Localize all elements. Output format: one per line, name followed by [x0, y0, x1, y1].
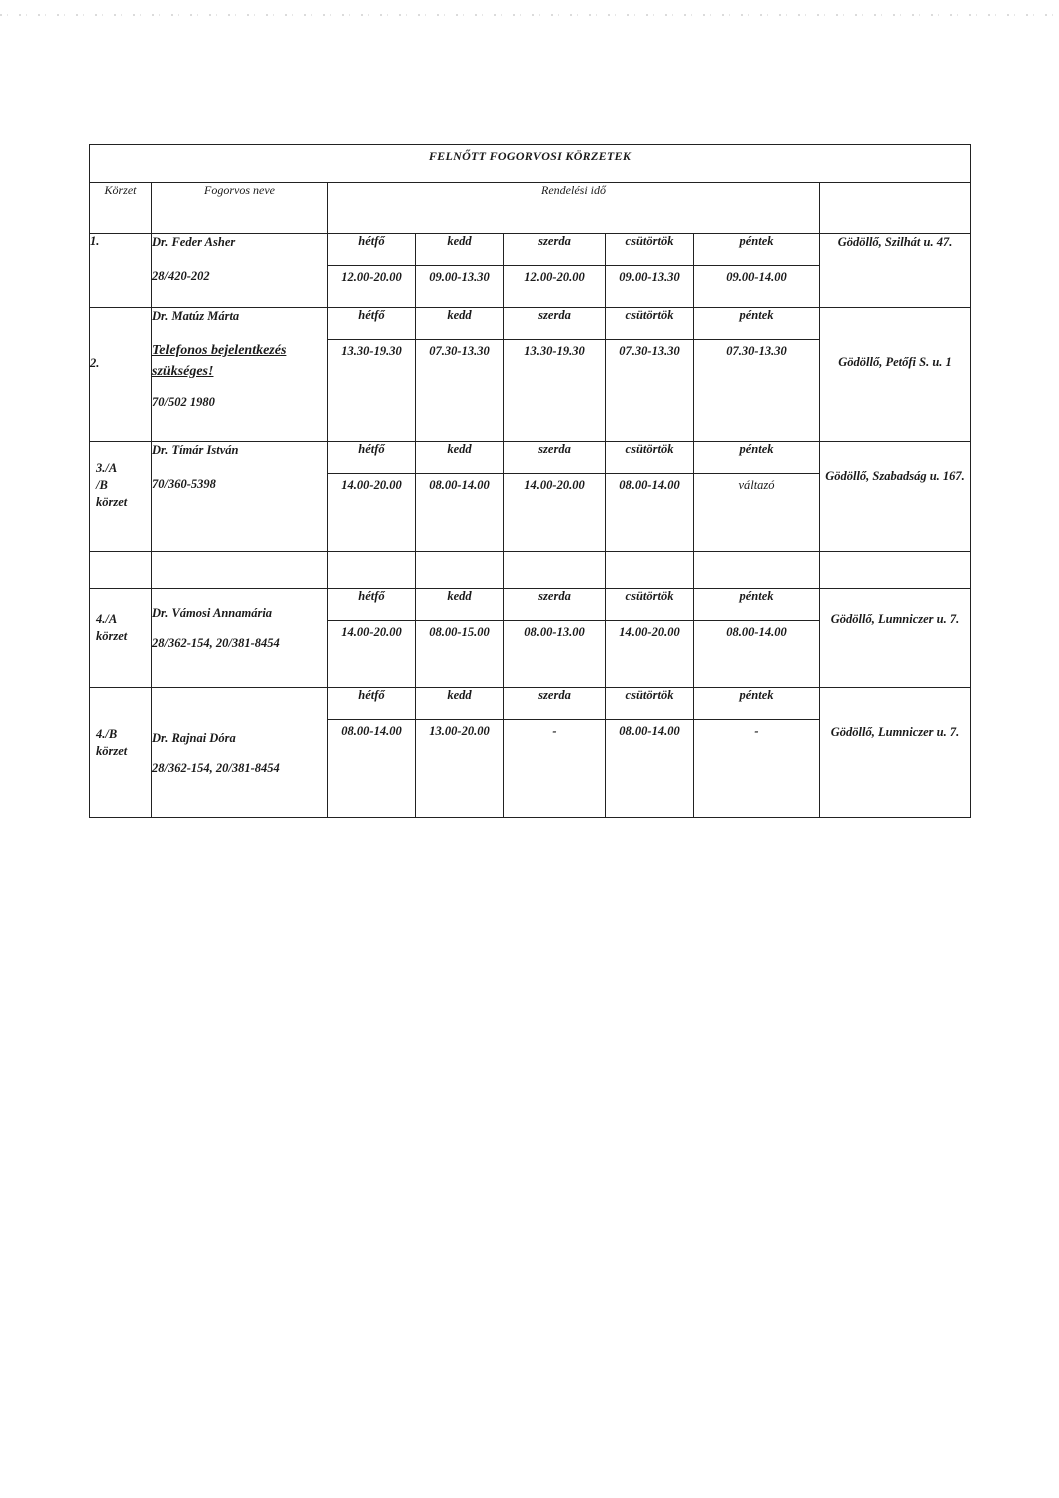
day-name: szerda — [504, 688, 605, 720]
table-row — [90, 308, 971, 442]
day-cell — [504, 308, 606, 442]
empty-row — [90, 552, 971, 589]
day-name: péntek — [694, 688, 819, 720]
district-cell: 2. — [90, 308, 152, 442]
address-cell: Gödöllő, Szilhát u. 47. — [820, 234, 971, 308]
day-name: csütörtök — [606, 308, 693, 340]
day-name: kedd — [416, 442, 503, 474]
table-row — [90, 234, 971, 308]
district-cell — [90, 589, 152, 688]
day-cell — [328, 589, 416, 688]
dentist-name: Dr. Rajnai Dóra — [152, 731, 236, 745]
district-cell — [90, 688, 152, 818]
day-name: szerda — [504, 442, 605, 474]
day-cell — [606, 688, 694, 818]
day-name: szerda — [504, 589, 605, 621]
day-name: hétfő — [328, 442, 415, 474]
table-row — [90, 442, 971, 552]
day-cell — [504, 234, 606, 308]
day-time: 12.00-20.00 — [341, 270, 402, 284]
day-cell — [416, 688, 504, 818]
district-cell — [90, 442, 152, 552]
day-name: csütörtök — [606, 442, 693, 474]
day-time: 13.30-19.30 — [341, 344, 402, 358]
day-name: szerda — [504, 234, 605, 266]
day-time: 07.30-13.30 — [429, 344, 490, 358]
day-name: péntek — [694, 589, 819, 621]
day-time: - — [754, 724, 759, 738]
dentist-name: Dr. Vámosi Annamária — [152, 606, 273, 620]
dentist-phone: 70/360-5398 — [152, 477, 216, 491]
day-time: 08.00-14.00 — [619, 724, 680, 738]
dentist-districts-table — [89, 144, 971, 818]
day-time: - — [552, 724, 557, 738]
day-name: hétfő — [328, 308, 415, 340]
dentist-cell — [152, 589, 328, 688]
day-name: kedd — [416, 589, 503, 621]
day-time: 07.30-13.30 — [726, 344, 787, 358]
day-time: 08.00-14.00 — [726, 625, 787, 639]
day-cell — [504, 589, 606, 688]
day-name: hétfő — [328, 688, 415, 720]
day-name: hétfő — [328, 589, 415, 621]
day-name: kedd — [416, 234, 503, 266]
day-time: 14.00-20.00 — [619, 625, 680, 639]
table-row — [90, 589, 971, 688]
district-line: /B — [96, 478, 108, 492]
day-cell — [416, 308, 504, 442]
district-line: körzet — [96, 629, 128, 643]
day-name: szerda — [504, 308, 605, 340]
district-line: körzet — [96, 744, 128, 758]
day-cell — [504, 688, 606, 818]
day-cell — [694, 589, 820, 688]
dentist-cell — [152, 688, 328, 818]
day-time: 14.00-20.00 — [341, 478, 402, 492]
day-name: csütörtök — [606, 589, 693, 621]
day-time: 14.00-20.00 — [524, 478, 585, 492]
dentist-phone: 70/502 1980 — [152, 395, 215, 409]
scan-artifact — [0, 14, 1059, 16]
day-time: 07.30-13.30 — [619, 344, 680, 358]
day-name: csütörtök — [606, 688, 693, 720]
day-time: 09.00-13.30 — [429, 270, 490, 284]
table-title: FELNŐTT FOGORVOSI KÖRZETEK — [90, 145, 971, 183]
district-line: 3./A — [96, 461, 118, 475]
day-cell — [606, 442, 694, 552]
address-cell: Gödöllő, Petőfi S. u. 1 — [820, 308, 971, 442]
day-name: péntek — [694, 234, 819, 266]
day-cell — [416, 234, 504, 308]
day-name: péntek — [694, 442, 819, 474]
day-time: 14.00-20.00 — [341, 625, 402, 639]
day-cell — [328, 442, 416, 552]
day-cell — [606, 234, 694, 308]
table-row — [90, 688, 971, 818]
day-name: kedd — [416, 308, 503, 340]
dentist-cell — [152, 308, 328, 442]
day-cell — [694, 442, 820, 552]
day-cell — [694, 308, 820, 442]
address-cell: Gödöllő, Lumniczer u. 7. — [820, 589, 971, 688]
day-name: kedd — [416, 688, 503, 720]
header-dentist: Fogorvos neve — [152, 183, 328, 234]
day-time: 09.00-14.00 — [726, 270, 787, 284]
day-name: hétfő — [328, 234, 415, 266]
dentist-phone: 28/362-154, 20/381-8454 — [152, 761, 280, 775]
day-name: péntek — [694, 308, 819, 340]
day-cell — [504, 442, 606, 552]
dentist-phone: 28/362-154, 20/381-8454 — [152, 636, 280, 650]
day-time: 08.00-14.00 — [429, 478, 490, 492]
dentist-cell — [152, 234, 328, 308]
day-cell — [694, 688, 820, 818]
dentist-name: Dr. Feder Asher — [152, 235, 236, 249]
day-name: csütörtök — [606, 234, 693, 266]
day-cell — [606, 308, 694, 442]
day-time: 08.00-14.00 — [341, 724, 402, 738]
header-district: Körzet — [90, 183, 152, 234]
day-cell — [694, 234, 820, 308]
district-line: 4./A — [96, 612, 118, 626]
address-cell: Gödöllő, Lumniczer u. 7. — [820, 688, 971, 818]
district-cell: 1. — [90, 234, 152, 308]
day-cell — [328, 688, 416, 818]
district-line: 4./B — [96, 727, 118, 741]
day-time: 13.30-19.30 — [524, 344, 585, 358]
day-cell — [416, 589, 504, 688]
header-hours: Rendelési idő — [328, 183, 820, 234]
day-time: 13.00-20.00 — [429, 724, 490, 738]
dentist-name: Dr. Tímár István — [152, 443, 239, 457]
dentist-cell — [152, 442, 328, 552]
day-time: 08.00-15.00 — [429, 625, 490, 639]
day-cell — [328, 308, 416, 442]
booking-note: Telefonos bejelentkezés szükséges! — [152, 343, 287, 379]
day-cell — [416, 442, 504, 552]
day-time: 09.00-13.30 — [619, 270, 680, 284]
dentist-phone: 28/420-202 — [152, 269, 210, 283]
day-time: váltazó — [738, 478, 775, 492]
header-address-empty — [820, 183, 971, 234]
day-time: 08.00-13.00 — [524, 625, 585, 639]
day-time: 12.00-20.00 — [524, 270, 585, 284]
day-cell — [606, 589, 694, 688]
address-cell: Gödöllő, Szabadság u. 167. — [820, 442, 971, 552]
day-time: 08.00-14.00 — [619, 478, 680, 492]
dentist-name: Dr. Matúz Márta — [152, 309, 240, 323]
day-cell — [328, 234, 416, 308]
district-line: körzet — [96, 495, 128, 509]
